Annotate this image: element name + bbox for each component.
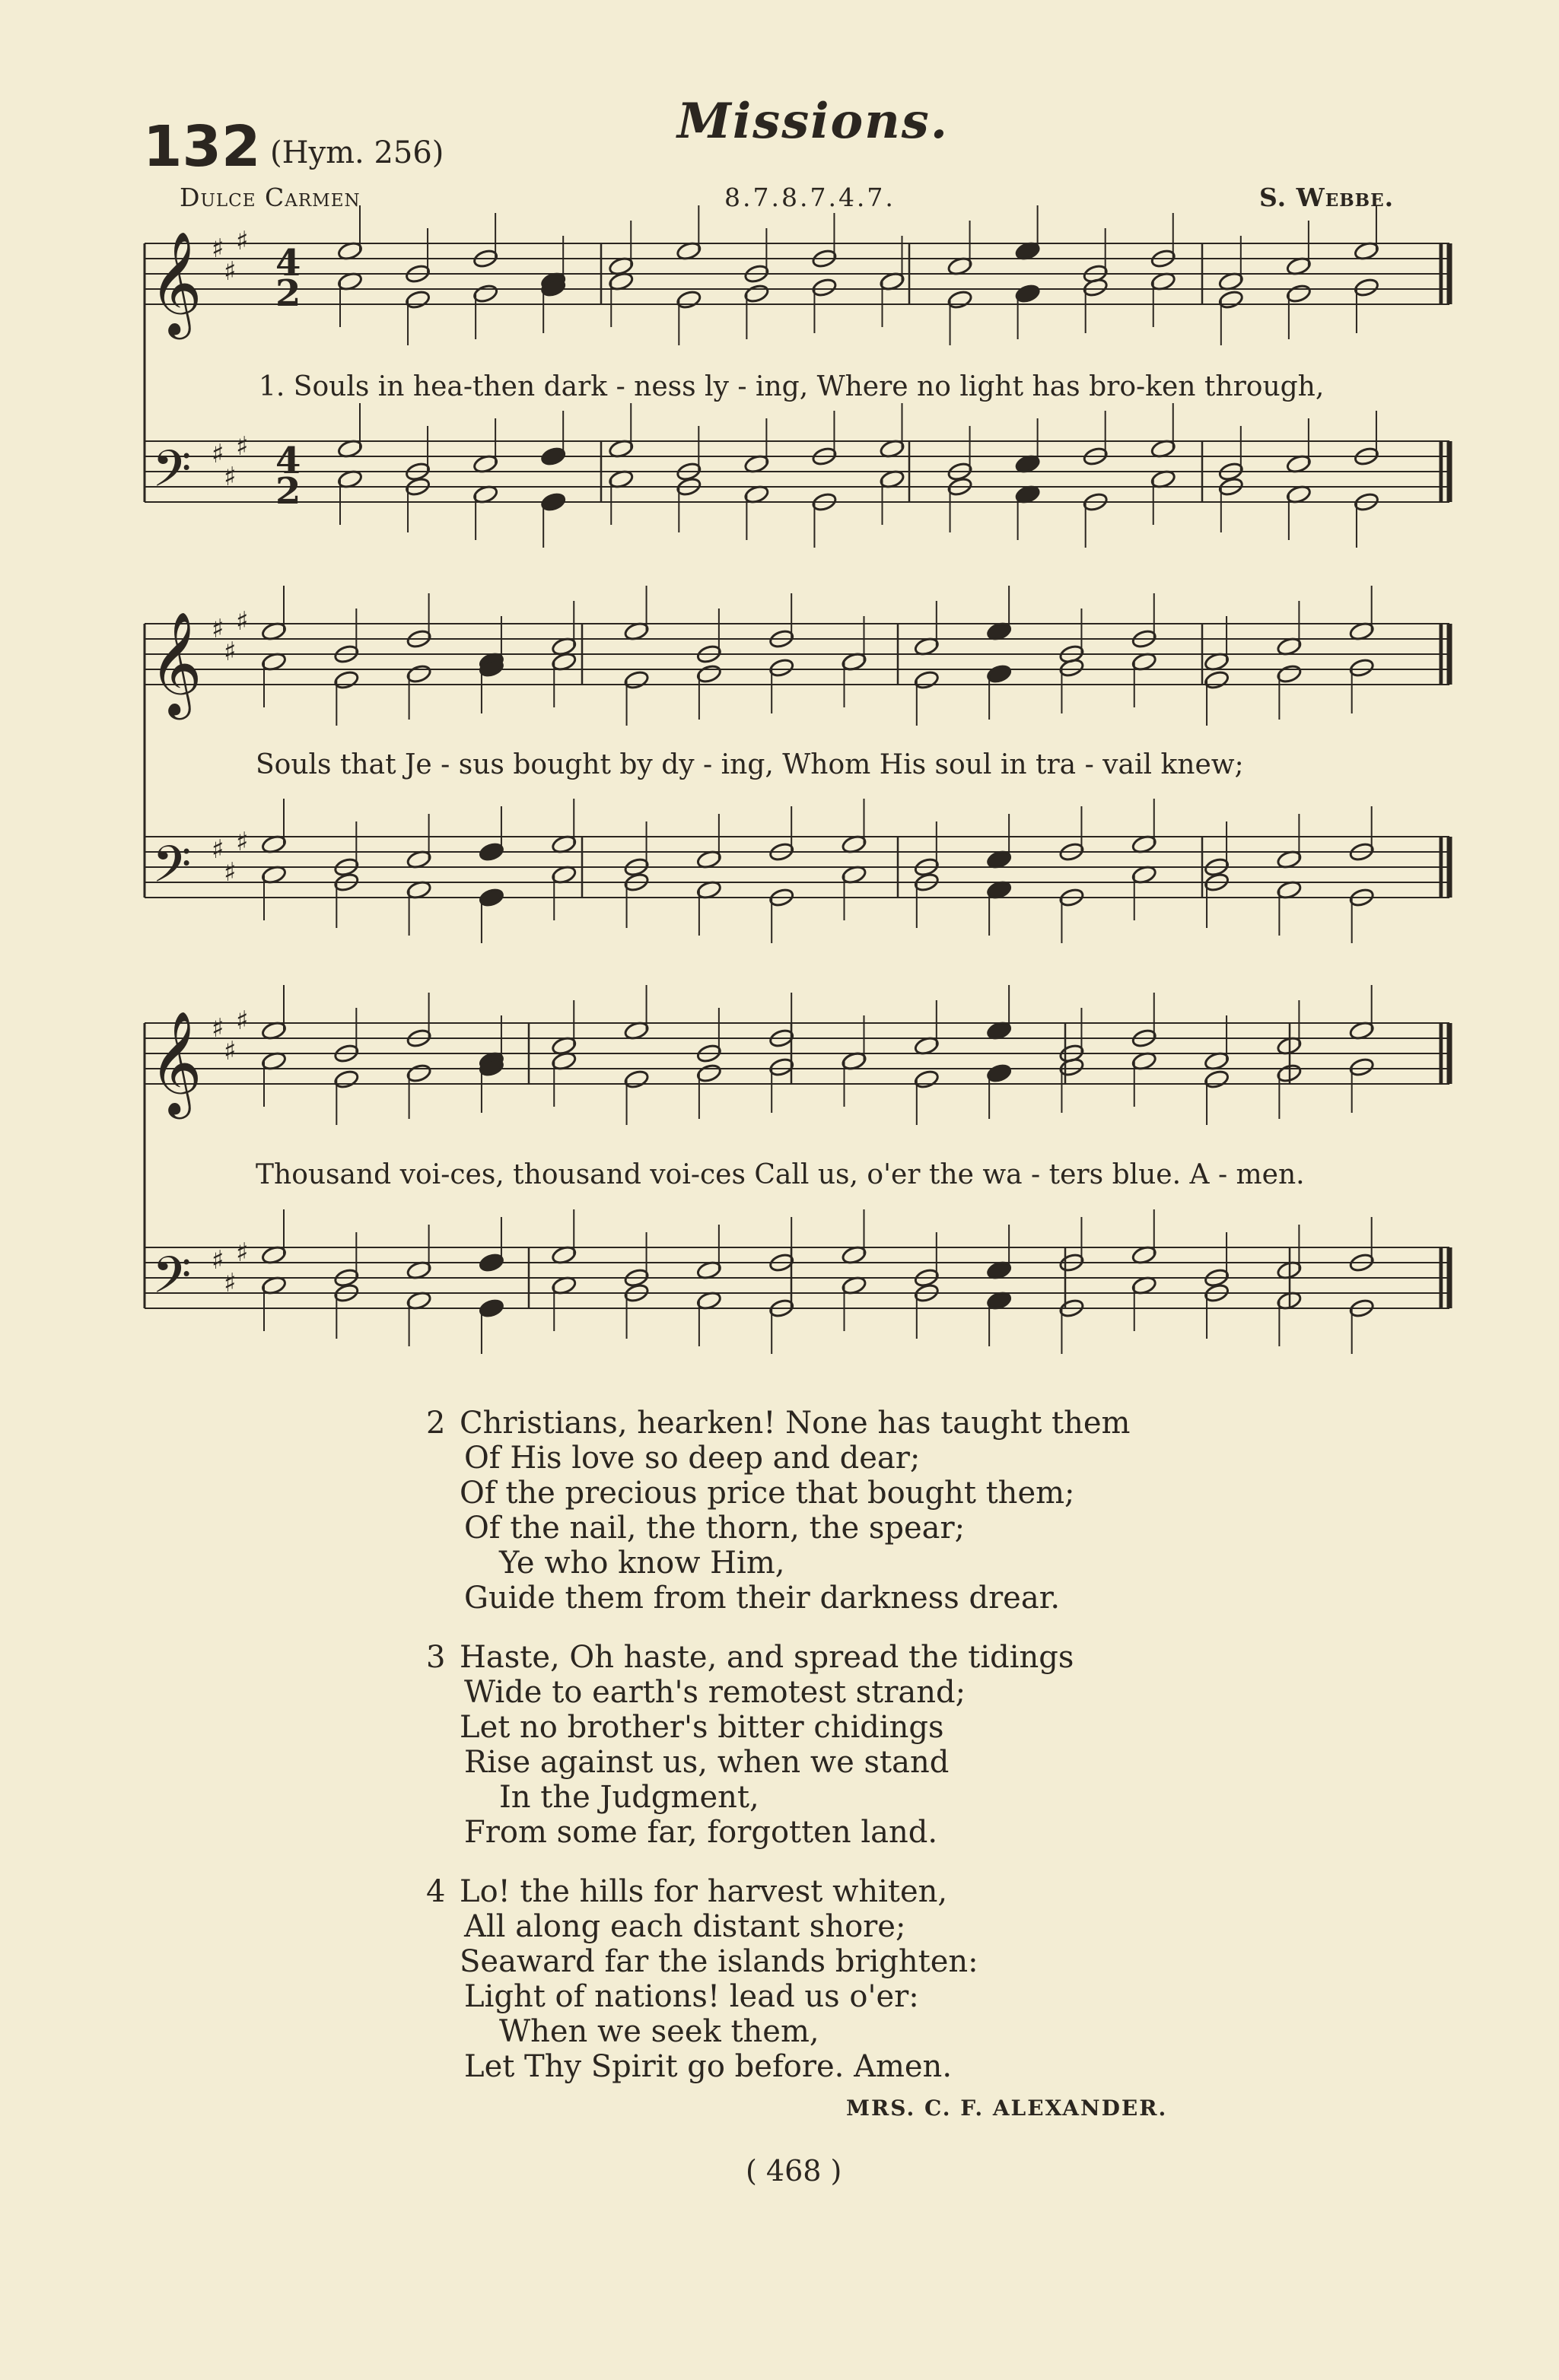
key-signature-sharp: ♯ — [212, 234, 224, 264]
verse-line: All along each distant shore; — [464, 1909, 906, 1944]
verses — [426, 1406, 1130, 2108]
verse-number: 4 — [426, 1874, 446, 1909]
author-credit: MRS. C. F. ALEXANDER. — [846, 2096, 1168, 2121]
key-signature-sharp: ♯ — [212, 1245, 224, 1276]
key-signature-sharp: ♯ — [224, 637, 237, 667]
key-signature-sharp: ♯ — [236, 1238, 249, 1268]
time-signature-top: 4 — [275, 242, 301, 284]
verse-line: Christians, hearken! None has taught them — [460, 1406, 1131, 1441]
hymn-number: 132 — [143, 114, 261, 180]
verse-2 — [426, 1406, 1130, 1616]
verse-4 — [426, 1874, 1130, 2084]
verse-line: Of the nail, the thorn, the spear; — [464, 1511, 966, 1546]
treble-clef: 𝄞 — [149, 230, 202, 335]
treble-clef: 𝄞 — [149, 610, 202, 715]
lyric-line-2: Souls that Je - sus bought by dy - ing, Whom His soul in tra - vail knew; — [256, 749, 1244, 780]
bass-clef: 𝄢 — [152, 1246, 192, 1317]
key-signature-sharp: ♯ — [224, 1036, 237, 1066]
verse-line: When we seek them, — [499, 2014, 819, 2049]
verse-line: Guide them from their darkness drear. — [464, 1581, 1061, 1616]
key-signature-sharp: ♯ — [212, 614, 224, 644]
verse-line: From some far, forgotten land. — [464, 1815, 938, 1850]
treble-clef: 𝄞 — [149, 1009, 202, 1114]
verse-line: Lo! the hills for harvest whiten, — [460, 1874, 948, 1909]
verse-line: Of the precious price that bought them; — [460, 1476, 1075, 1511]
verse-line: Haste, Oh haste, and spread the tidings — [460, 1640, 1074, 1675]
verse-line: Rise against us, when we stand — [464, 1745, 950, 1780]
page-number: ( 468 ) — [746, 2154, 842, 2188]
verse-line: Ye who know Him, — [499, 1546, 785, 1581]
key-signature-sharp: ♯ — [224, 857, 237, 888]
bass-clef: 𝄢 — [152, 440, 192, 510]
verse-line: Let no brother's bitter chidings — [460, 1710, 944, 1745]
hymn-reference: (Hym. 256) — [270, 135, 444, 170]
key-signature-sharp: ♯ — [236, 606, 249, 637]
verse-line: Wide to earth's remotest strand; — [464, 1675, 966, 1710]
composer: S. Webbe. — [1259, 183, 1395, 212]
verse-number: 2 — [426, 1406, 446, 1441]
meter: 8.7.8.7.4.7. — [724, 183, 896, 212]
verse-line: Seaward far the islands brighten: — [460, 1944, 978, 1979]
key-signature-sharp: ♯ — [224, 1268, 237, 1298]
key-signature-sharp: ♯ — [236, 827, 249, 857]
verse-number: 3 — [426, 1640, 446, 1675]
key-signature-sharp: ♯ — [236, 1006, 249, 1036]
verse-line: In the Judgment, — [499, 1780, 759, 1815]
tune-name: Dulce Carmen — [180, 183, 361, 212]
bass-clef: 𝄢 — [152, 835, 192, 906]
time-signature-top: 4 — [275, 440, 301, 482]
verse-line: Of His love so deep and dear; — [464, 1441, 921, 1476]
key-signature-sharp: ♯ — [236, 226, 249, 256]
time-signature-bottom: 2 — [275, 470, 301, 513]
lyric-line-3: Thousand voi-ces, thousand voi-ces Call us, o'er the wa - ters blue. A - men. — [256, 1159, 1305, 1190]
verse-3 — [426, 1640, 1130, 1850]
section-title: Missions. — [677, 93, 950, 150]
key-signature-sharp: ♯ — [212, 834, 224, 865]
key-signature-sharp: ♯ — [212, 439, 224, 469]
key-signature-sharp: ♯ — [224, 256, 237, 287]
time-signature-bottom: 2 — [275, 272, 301, 315]
key-signature-sharp: ♯ — [236, 431, 249, 462]
verse-line: Light of nations! lead us o'er: — [464, 1979, 919, 2014]
lyric-line-1: 1. Souls in hea-then dark - ness ly - ing, Where no light has bro-ken through, — [259, 371, 1325, 402]
verse-line: Let Thy Spirit go before. Amen. — [464, 2049, 953, 2084]
key-signature-sharp: ♯ — [212, 1013, 224, 1044]
key-signature-sharp: ♯ — [224, 462, 237, 492]
